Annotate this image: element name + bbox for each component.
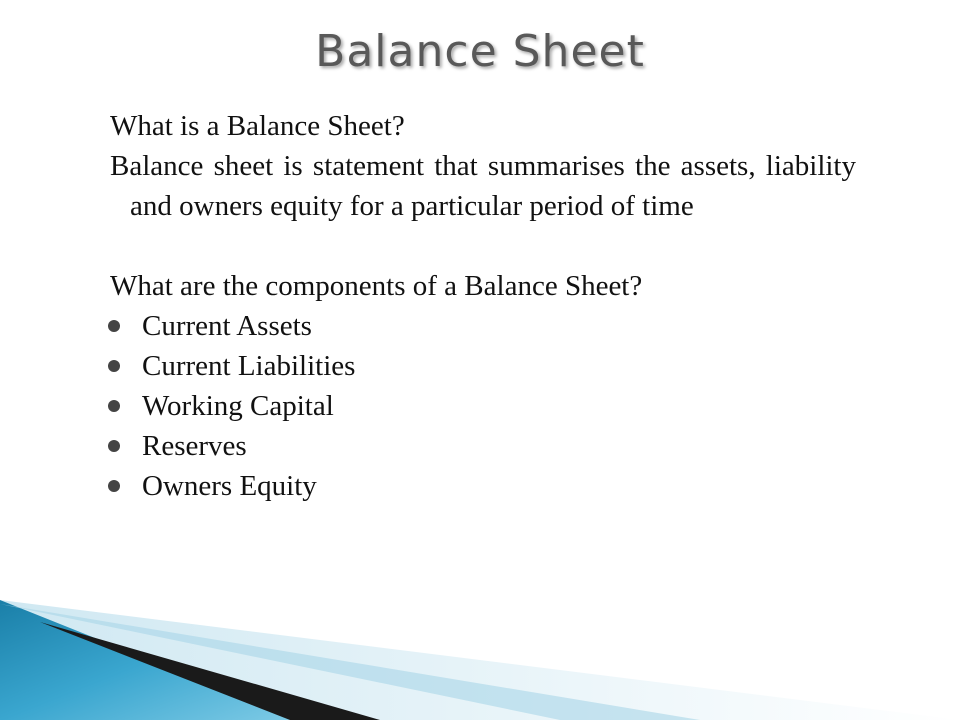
list-item-label: Current Assets xyxy=(142,310,312,342)
components-list xyxy=(104,306,856,506)
list-item xyxy=(104,386,856,426)
list-item-label: Current Liabilities xyxy=(142,350,356,382)
bullet-icon xyxy=(108,400,120,412)
definition-paragraph: Balance sheet is statement that summarises the assets, liability and owners equity for a particular period of time xyxy=(110,150,856,222)
bullet-icon xyxy=(108,320,120,332)
decorative-swoosh xyxy=(0,560,960,720)
list-item-label: Working Capital xyxy=(142,390,334,422)
bullet-icon xyxy=(108,480,120,492)
question-what-is: What is a Balance Sheet? xyxy=(110,110,405,142)
list-item xyxy=(104,426,856,466)
bullet-icon xyxy=(108,440,120,452)
list-item xyxy=(104,466,856,506)
list-item xyxy=(104,346,856,386)
bullet-icon xyxy=(108,360,120,372)
list-item xyxy=(104,306,856,346)
slide-body xyxy=(110,106,856,506)
slide-title: Balance Sheet xyxy=(315,26,645,77)
list-item-label: Reserves xyxy=(142,430,247,462)
spacer xyxy=(110,226,856,266)
question-components: What are the components of a Balance Sheet? xyxy=(110,270,643,302)
list-item-label: Owners Equity xyxy=(142,470,317,502)
